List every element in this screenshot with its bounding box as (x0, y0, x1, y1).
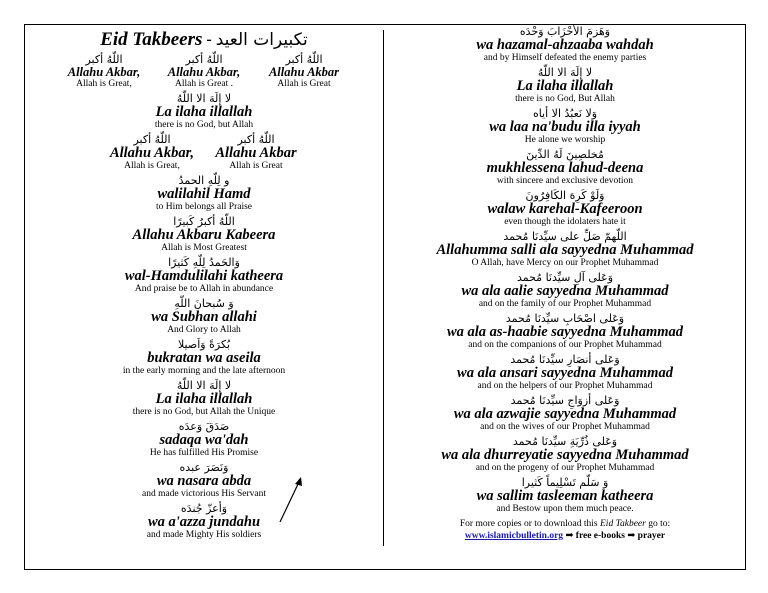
verse-block (28, 421, 380, 458)
verse-block (388, 149, 742, 186)
transliteration: wa ala as-haabie sayyedna Muhammad (446, 324, 684, 340)
arabic-line: وَ سُبحانَ اللّهِ (174, 297, 234, 310)
arabic-line: وَعَلى أزوَاجِ سيِّدنَا مُحمد (510, 394, 620, 407)
transliteration: Allahu Akbar, (109, 145, 195, 161)
verse-block (28, 257, 380, 294)
verse-block (388, 477, 742, 514)
title-separator: - (206, 31, 212, 48)
transliteration: Allahu Akbar, (67, 65, 141, 79)
translation: even though the idolaters hate it (504, 217, 626, 227)
transliteration: Allahu Akbar, (167, 65, 241, 79)
translation: He has fulfilled His Promise (149, 448, 259, 458)
footer-suffix: go to: (648, 519, 671, 529)
verse-block (388, 231, 742, 268)
arabic-line: وَعَلى آلِ سيِّدنَا مُحمد (516, 271, 614, 284)
translation: And praise be to Allah in abundance (134, 284, 274, 294)
translation: and Bestow upon them much peace. (496, 504, 634, 514)
arabic-line: اللّهمّ صَلِّ على سيِّدنَا مُحمد (503, 230, 627, 243)
translation: and on the progeny of our Prophet Muhammad (475, 463, 655, 473)
transliteration: La ilaha illallah (516, 78, 614, 94)
arabic-line: و لِلّهِ الحمدُ (178, 174, 230, 187)
takbeer-cell (154, 54, 254, 89)
transliteration: wa a'azza jundahu (147, 514, 261, 530)
transliteration: wa Subhan allahi (151, 309, 257, 325)
transliteration: Allahu Akbar (215, 145, 297, 161)
transliteration: sadaqa wa'dah (159, 432, 249, 448)
translation: and on the family of our Prophet Muhammad (478, 299, 652, 309)
arrow-right-icon: ➡ (565, 531, 574, 541)
footer-item-ebooks: free e-books (575, 531, 625, 541)
verse-block (388, 313, 742, 350)
arabic-line: اللّهُ أكبر (237, 133, 275, 146)
arabic-line: اللّهُ أكبر (285, 53, 323, 66)
column-divider (383, 30, 384, 546)
transliteration: bukratan wa aseila (147, 350, 261, 366)
arabic-line: لا إلَهَ الا اللّهُ (176, 379, 232, 392)
translation: O Allah, have Mercy on our Prophet Muhammad (471, 258, 659, 268)
verse-block (388, 354, 742, 391)
verse-block (28, 503, 380, 540)
arabic-line: وَأعزّ جُندَه (180, 502, 228, 515)
translation: and on the wives of our Prophet Muhammad (480, 422, 650, 432)
transliteration: La ilaha illallah (155, 104, 253, 120)
translation: there is no God, but Allah the Unique (132, 407, 276, 417)
takbeer-cell (54, 54, 154, 89)
verse-block (28, 462, 380, 499)
continue-arrow-icon (278, 476, 304, 524)
transliteration: wa ala ansari sayyedna Muhammad (457, 365, 673, 381)
verse-block (28, 175, 380, 212)
transliteration: Allahu Akbaru Kabeera (132, 227, 276, 243)
transliteration: wa sallim tasleeman katheera (476, 488, 654, 504)
takbeer-row-1 (28, 54, 380, 89)
footer-item-prayer: prayer (637, 531, 666, 541)
transliteration: wa ala azwajie sayyedna Muhammad (453, 406, 677, 422)
translation: to Him belongs all Praise (155, 202, 253, 212)
takbeer-cell (100, 134, 204, 171)
translation: there is no God, But Allah (515, 94, 615, 104)
translation: with sincere and exclusive devotion (496, 176, 634, 186)
arabic-line: اللّهُ أكبر (85, 53, 123, 66)
takbeer-cell (204, 134, 308, 171)
translation: Allah is Great, (124, 161, 180, 171)
translation: in the early morning and the late afternoon (122, 366, 286, 376)
translation: Allah is Great, (76, 79, 132, 89)
arabic-line: اللّهُ أكبر (185, 53, 223, 66)
translation: Allah is Great (277, 79, 331, 89)
translation: Allah is Great (229, 161, 283, 171)
left-column (28, 26, 380, 544)
arabic-line: وَعَلى ذُرِّيَةِ سيِّدنَا مُحمد (512, 435, 618, 448)
arabic-line: وَلا نَعبُدُ الا أياه (532, 107, 598, 120)
arabic-line: بُكرَةً وَاَصيلا (177, 338, 231, 351)
transliteration: walilahil Hamd (157, 186, 251, 202)
translation: He alone we worship (524, 135, 606, 145)
verse-block (388, 26, 742, 63)
verse-block (388, 395, 742, 432)
verse-block (28, 298, 380, 335)
arabic-line: وَ سَلّم تَسْلِيماً كَثيرا (521, 476, 609, 489)
footer-line-2 (388, 530, 742, 542)
verse-block (388, 272, 742, 309)
arabic-line: لا إلَهَ الا اللّهُ (176, 92, 232, 105)
transliteration: mukhlessena lahud-deena (486, 160, 644, 176)
arabic-line: وَالحَمدُ لِلّهِ كَثيرًا (168, 256, 240, 269)
transliteration: Allahumma salli ala sayyedna Muhammad (436, 242, 694, 258)
translation: and made victorious His Servant (141, 489, 266, 499)
footer-prefix: For more copies or to download this (459, 519, 598, 529)
transliteration: wa laa na'budu illa iyyah (489, 119, 641, 135)
right-column (388, 26, 742, 542)
translation: and made Mighty His soldiers (146, 530, 262, 540)
verse-block (28, 216, 380, 253)
arabic-line: وَلَوْ كَرِهَ الكَافِرُونَ (525, 189, 605, 202)
arabic-line: مُخلصِينَ لَهُ الدِّينَ (526, 148, 604, 161)
verse-block (28, 339, 380, 376)
verse-block (388, 436, 742, 473)
transliteration: wa hazamal-ahzaaba wahdah (476, 37, 654, 53)
transliteration: La ilaha illallah (155, 391, 253, 407)
arabic-line: وَهَزمَ الأحْزَابَ وَحْدَه (519, 25, 611, 38)
translation: Allah is Great . (174, 79, 234, 89)
translation: and on the helpers of our Prophet Muhammad (477, 381, 653, 391)
verse-block (28, 380, 380, 417)
arabic-line: وَعَلى أنصَارِ سيِّدنَا مُحمد (510, 353, 620, 366)
footer-italic: Eid Takbeer (600, 519, 646, 529)
footer-line-1 (388, 518, 742, 530)
arabic-line: صَدَقَ وَعدَه (178, 420, 230, 433)
verse-block (388, 67, 742, 104)
transliteration: wa ala aalie sayyedna Muhammad (461, 283, 669, 299)
transliteration: Allahu Akbar (268, 65, 340, 79)
website-link[interactable]: www.islamicbulletin.org (464, 531, 564, 541)
verse-block (388, 190, 742, 227)
page-title (28, 26, 380, 54)
translation: And Glory to Allah (167, 325, 241, 335)
verse-block (28, 93, 380, 130)
arabic-line: اللّهُ أكبر (133, 133, 171, 146)
translation: there is no God, but Allah (154, 120, 254, 130)
transliteration: walaw karehal-Kafeeroon (487, 201, 643, 217)
transliteration: wa nasara abda (156, 473, 252, 489)
translation: and by Himself defeated the enemy parties (483, 53, 647, 63)
verse-block (388, 108, 742, 145)
title-english: Eid Takbeers (100, 29, 203, 50)
arabic-line: وَنَصَرَ عبده (179, 461, 229, 474)
takbeer-cell (254, 54, 354, 89)
arabic-line: اللّهُ أكبرُ كَبيرًا (173, 215, 235, 228)
arabic-line: وَعَلى اصْحَابِ سيِّدنَا مُحمد (505, 312, 625, 325)
arrow-right-icon: ➡ (627, 531, 636, 541)
translation: and on the companions of our Prophet Muhammad (468, 340, 662, 350)
transliteration: wa ala dhurreyatie sayyedna Muhammad (441, 447, 689, 463)
translation: Allah is Most Greatest (161, 243, 247, 253)
transliteration: wal-Hamdulilahi katheera (124, 268, 284, 284)
title-arabic: تكبيرات العيد (215, 30, 308, 50)
takbeer-row-2 (28, 134, 380, 171)
arabic-line: لا إلَهَ الا اللّهُ (537, 66, 593, 79)
footer (388, 518, 742, 542)
